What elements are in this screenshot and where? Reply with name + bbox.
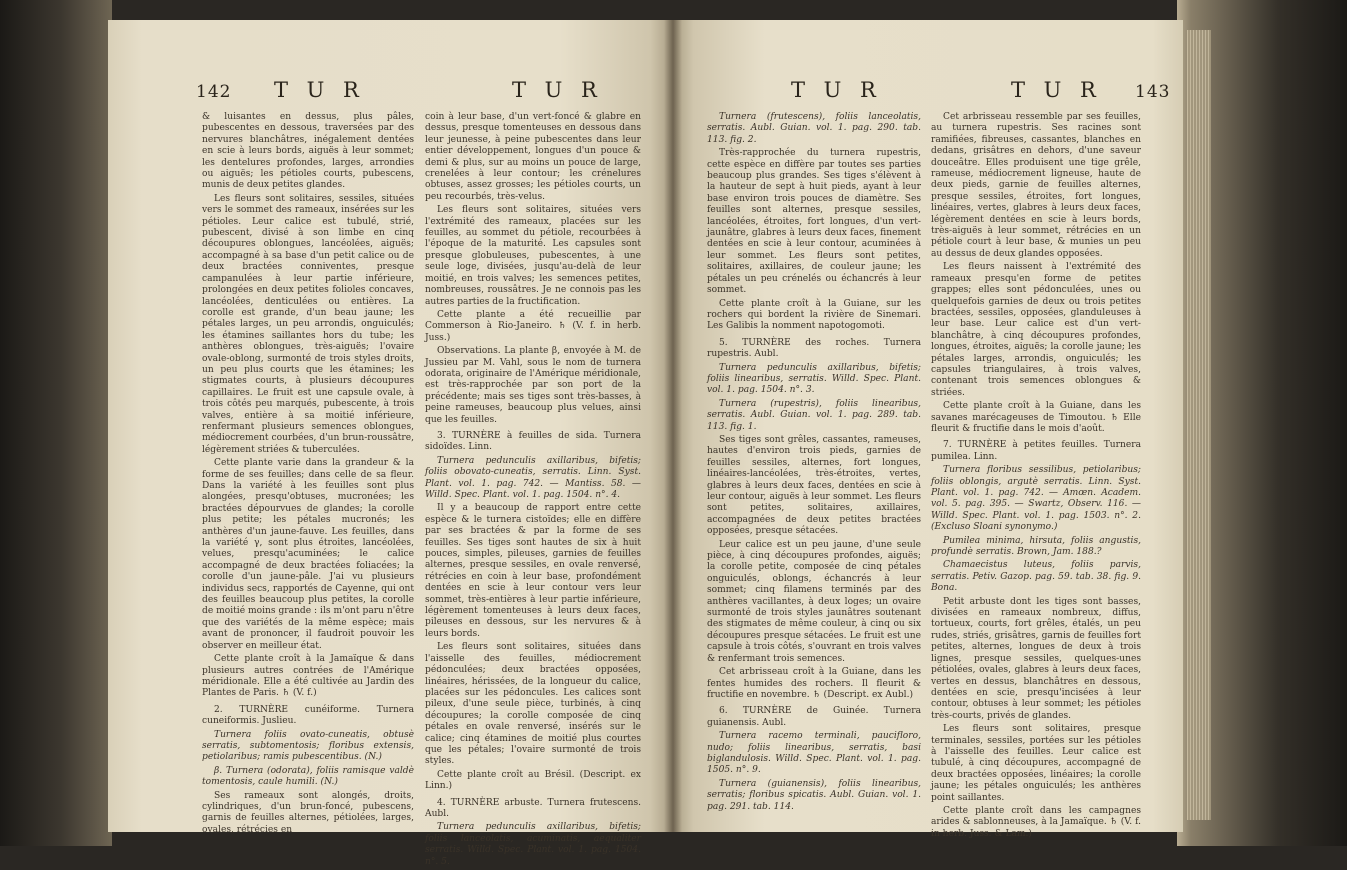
latin-diagnosis: Turnera (rupestris), foliis linearibus, serratis. Aubl. Guian. vol. 1. pag. 289. tab. 113. fig. 1. bbox=[707, 398, 921, 432]
right-running-head-2: T U R bbox=[1011, 78, 1102, 102]
text-paragraph: Cette plante a été recueillie par Commerson à Rio-Janeiro. ♄ (V. f. in herb. Juss.) bbox=[425, 309, 641, 343]
text-paragraph: Les fleurs sont solitaires, situées dans l'aisselle des feuilles, médiocrement pédonculées; deux bractées opposées, linéaires, hérissées, de la longueur du calice, placées sur les pédoncules. Les calices sont pileux, d'une seule pièce, turbinés, à cinq découpures; la corolle composée de cinq pétales en ovale renversé, insérés sur le calice; cinq étamines de moitié plus courtes que les pétales; l'ovaire surmonté de trois styles. bbox=[425, 642, 641, 767]
left-page-column-1 bbox=[202, 112, 414, 838]
text-paragraph: Cette plante croît à la Guiane, sur les rochers qui bordent la rivière de Sinemari. Les Galibis la nomment napotogomoti. bbox=[707, 298, 921, 332]
book-gutter bbox=[664, 20, 682, 832]
text-paragraph: Leur calice est un peu jaune, d'une seule pièce, à cinq découpures profondes, aiguës; la corolle petite, composée de cinq pétales onguiculés, oblongs, échancrés à leur sommet; cinq filamens terminés par des anthères vacillantes, à deux loges; un ovaire surmonté de trois styles jaunâtres soutenant des stigmates de même couleur, à cinq ou six découpures presque sétacées. Le fruit est une capsule à trois côtés, s'ouvrant en trois valves & renfermant trois semences. bbox=[707, 539, 921, 664]
text-paragraph: Ses rameaux sont alongés, droits, cylindriques, d'un brun-foncé, pubescens, garnis de feuilles alternes, pétiolées, larges, ovales, rétrécies en bbox=[202, 790, 414, 835]
right-page-column-2 bbox=[931, 112, 1141, 842]
latin-diagnosis: Turnera pedunculis axillaribus, bifetis; foliis linearibus, serratis. Willd. Spec. Plant. vol. 1. pag. 1504. n°. 3. bbox=[707, 362, 921, 396]
latin-diagnosis: Turnera floribus sessilibus, petiolaribus; foliis oblongis, argutè serratis. Linn. Syst. Plant. vol. 1. pag. 742. — Amœn. Academ. vol. 5. pag. 395. — Swartz, Observ. 116. — Willd. Spec. Plant. vol. 1. pag. 1503. n°. 2. (Excluso Sloani synonymo.) bbox=[931, 465, 1141, 533]
species-entry-heading: 4. TURNÈRE arbuste. Turnera frutescens. Aubl. bbox=[425, 797, 641, 819]
text-paragraph: coin à leur base, d'un vert-foncé & glabre en dessus, presque tomenteuses en dessous dans leur jeunesse, à peine pubescentes dans leur entier développement, longues d'un pouce & demi & plus, sur au moins un pouce de large, crenelées à leur contour; les crénelures obtuses, assez grosses; les pétioles courts, un peu recourbés, très-velus. bbox=[425, 112, 641, 202]
species-entry-heading: 7. TURNÈRE à petites feuilles. Turnera pumilea. Linn. bbox=[931, 440, 1141, 462]
species-entry-heading: 2. TURNÈRE cunéiforme. Turnera cuneiformis. Juslieu. bbox=[202, 704, 414, 727]
text-paragraph: Petit arbuste dont les tiges sont basses, divisées en rameaux nombreux, diffus, tortueux, courts, fort grêles, étalés, un peu rudes, striés, grisâtres, garnis de feuilles fort petites, alternes, longues de deux à trois lignes, presque sessiles, quelques-unes pétiolées, ovales, glabres à leurs deux faces, vertes en dessus, blanchâtres en dessous, dentées en scie, presqu'incisées à leur contour, obtuses à leur sommet; les pétioles très-courts, privés de glandes. bbox=[931, 596, 1141, 721]
left-running-head: T U R bbox=[274, 78, 365, 102]
latin-diagnosis: Turnera foliis ovato-cuneatis, obtusè serratis, subtomentosis; floribus extensis, petiolaribus; ramis pubescentibus. (N.) bbox=[202, 729, 414, 763]
text-paragraph: Cet arbrisseau ressemble par ses feuilles, au turnera rupestris. Ses racines sont ramifiées, fibreuses, cassantes, blanches en dedans, grisâtres en dehors, d'une saveur douceâtre. Elles produisent une tige grêle, rameuse, médiocrement ligneuse, haute de deux pieds, garnie de feuilles alternes, presque sessiles, étroites, fort longues, linéaires, vertes, glabres à leurs deux faces, légèrement dentées en scie à leurs bords, très-aiguës à leur sommet, rétrécies en un pétiole court à leur base, & munies un peu au dessus de deux glandes opposées. bbox=[931, 112, 1141, 259]
right-page-number: 143 bbox=[1135, 82, 1171, 102]
left-page-number: 142 bbox=[196, 82, 232, 102]
species-entry-heading: 6. TURNÈRE de Guinée. Turnera guianensis. Aubl. bbox=[707, 706, 921, 728]
text-paragraph: Cette plante croît au Brésil. (Descript. ex Linn.) bbox=[425, 769, 641, 792]
left-running-head-2: T U R bbox=[512, 78, 603, 102]
text-paragraph: Il y a beaucoup de rapport entre cette espèce & le turnera cistoïdes; elle en diffère par ses bractées & par la forme de ses feuilles. Ses tiges sont hautes de six à huit pouces, simples, pileuses, garnies de feuilles alternes, presque sessiles, en ovale renversé, rétrécies en coin à leur base, profondément dentées en scie à leur contour vers leur sommet, très-entières à leur partie inférieure, légèrement tomenteuses à leurs deux faces, pileuses en dessous, sur les nervures & à leurs bords. bbox=[425, 503, 641, 639]
right-running-head: T U R bbox=[791, 78, 882, 102]
text-paragraph: Les fleurs naissent à l'extrémité des rameaux presqu'en forme de petites grappes; elles sont pédonculées, unes ou quelquefois garnies de deux ou trois petites bractées, sessiles, opposées, glanduleuses à leur base. Leur calice est d'un vert-blanchâtre, à cinq découpures profondes, longues, étroites, aiguës; la corolle jaune; les pétales larges, arrondis, onguiculés; les capsules triangulaires, à trois valves, contenant trois semences oblongues & striées. bbox=[931, 262, 1141, 398]
text-paragraph: Cet arbrisseau croît à la Guiane, dans les fentes humides des rochers. Il fleurit & fructifie en novembre. ♄ (Descript. ex Aubl.) bbox=[707, 667, 921, 700]
latin-diagnosis: β. Turnera (odorata), foliis ramisque valdè tomentosis, caule humili. (N.) bbox=[202, 765, 414, 788]
right-page bbox=[673, 20, 1183, 839]
text-paragraph: Cette plante varie dans la grandeur & la forme de ses feuilles; dans celle de sa fleur. Dans la variété à les feuilles sont plus alongées, presqu'obtuses, mucronées; les bractées dépourvues de glandes; la corolle plus petite; les pétales mucronés; les anthères d'un jaune-fauve. Les feuilles, dans la variété γ, sont plus étroites, lancéolées, velues, presqu'acuminées; le calice accompagné de deux bractées foliacées; la corolle d'un jaune-pâle. J'ai vu plusieurs individus secs, rapportés de Cayenne, qui ont des feuilles beaucoup plus petites, la corolle de moitié moins grande : ils m'ont paru n'être que des variétés de la même espèce; mais avant de prononcer, il faudroit pouvoir les observer en meilleur état. bbox=[202, 458, 414, 651]
left-page bbox=[108, 20, 673, 867]
latin-diagnosis: Turnera (guianensis), foliis linearibus, serratis; floribus spicatis. Aubl. Guian. vol. 1. pag. 291. tab. 114. bbox=[707, 778, 921, 812]
latin-diagnosis: Turnera racemo terminali, paucifloro, nudo; foliis linearibus, serratis, basi biglandulosis. Willd. Spec. Plant. vol. 1. pag. 1505. n°. 9. bbox=[707, 731, 921, 776]
text-paragraph: Les fleurs sont solitaires, sessiles, situées vers le sommet des rameaux, insérées sur les pétioles. Leur calice est tubulé, strié, pubescent, divisé à son limbe en cinq découpures oblongues, lancéolées, aiguës; accompagné à sa base d'un petit calice ou de deux bractées conniventes, presque campanulées à leur partie inférieure, prolongées en deux petites folioles concaves, lancéolées, denticulées ou entières. La corolle est grande, d'un beau jaune; les pétales larges, un peu arrondis, onguiculés; les étamines saillantes hors du tube; les anthères oblongues, très-aiguës; l'ovaire ovale-oblong, surmonté de trois styles droits, un peu plus courts que les étamines; les stigmates courts, à plusieurs découpures capillaires. Le fruit est une capsule ovale, à trois côtés peu marqués, pubescente, à trois valves, entière à sa moitié inférieure, renfermant plusieurs semences oblongues, médiocrement courbées, d'un brun-roussâtre, légèrement striées & tuberculées. bbox=[202, 193, 414, 455]
latin-diagnosis: Turnera pedunculis axillaribus, bifetis; foliis lanceolatis, acuminatis, aequaliter serratis. Willd. Spec. Plant. vol. 1. pag. 1504. n°. 5. bbox=[425, 822, 641, 867]
right-page-column-1 bbox=[707, 112, 921, 815]
text-paragraph: Ses tiges sont grêles, cassantes, rameuses, hautes d'environ trois pieds, garnies de feuilles sessiles, alternes, fort longues, linéaires-lancéolées, très-étroites, vertes, glabres à leurs deux faces, dentées en scie à leur contour, aiguës à leur sommet. Les fleurs sont petites, solitaires, axillaires, accompagnées de deux petites bractées opposées, presque sétacées. bbox=[707, 434, 921, 537]
latin-diagnosis: Turnera (frutescens), foliis lanceolatis, serratis. Aubl. Guian. vol. 1. pag. 290. tab. 113. fig. 2. bbox=[707, 112, 921, 145]
text-paragraph: Cette plante croît dans les campagnes arides & sablonneuses, à la Jamaïque. ♄ (V. f. in herb. Juss. & Lam.) bbox=[931, 805, 1141, 839]
text-paragraph: Les fleurs sont solitaires, situées vers l'extrémité des rameaux, placées sur les feuilles, au sommet du pétiole, recourbées à l'époque de la maturité. Les capsules sont presque globuleuses, pubescentes, à une seule loge, divisées, jusqu'au-delà de leur moitié, en trois valves; les semences petites, nombreuses, roussâtres. Je ne connois pas les autres parties de la fructification. bbox=[425, 205, 641, 307]
text-paragraph: Très-rapprochée du turnera rupestris, cette espèce en diffère par toutes ses parties beaucoup plus grandes. Ses tiges s'élèvent à la hauteur de sept à huit pieds, ayant à leur base environ trois pouces de diamètre. Ses feuilles sont alternes, presque sessiles, lancéolées, étroites, fort longues, d'un vert-jaunâtre, glabres à leurs deux faces, finement dentées en scie à leur contour, acuminées à leur sommet. Les fleurs sont petites, solitaires, axillaires, de couleur jaune; les pétales un peu crénelés ou échancrés à leur sommet. bbox=[707, 148, 921, 296]
text-paragraph: Observations. La plante β, envoyée à M. de Jussieu par M. Vahl, sous le nom de turnera odorata, originaire de l'Amérique méridionale, est très-rapprochée par son port de la précédente; mais ses tiges sont très-basses, à peine rameuses, beaucoup plus velues, ainsi que les feuilles. bbox=[425, 346, 641, 425]
species-entry-heading: 5. TURNÈRE des roches. Turnera rupestris. Aubl. bbox=[707, 337, 921, 360]
latin-diagnosis: Pumilea minima, hirsuta, foliis angustis, profundè serratis. Brown, Jam. 188.? bbox=[931, 535, 1141, 558]
left-page-column-2 bbox=[425, 112, 641, 870]
latin-diagnosis: Chamaecistus luteus, foliis parvis, serratis. Petiv. Gazop. pag. 59. tab. 38. fig. 9. Bona. bbox=[931, 560, 1141, 594]
text-paragraph: Cette plante croît à la Jamaïque & dans plusieurs autres contrées de l'Amérique méridionale. Elle a été cultivée au Jardin des Plantes de Paris. ♄ (V. f.) bbox=[202, 654, 414, 699]
species-entry-heading: 3. TURNÈRE à feuilles de sida. Turnera sidoïdes. Linn. bbox=[425, 430, 641, 453]
right-book-edge bbox=[1177, 0, 1347, 846]
left-book-edge bbox=[0, 0, 112, 846]
text-paragraph: & luisantes en dessus, plus pâles, pubescentes en dessous, traversées par des nervures blanchâtres, inégalement dentées en scie à leurs bords, aiguës à leur sommet; les dentelures profondes, larges, arrondies ou aiguës; les pétioles courts, pubescens, munis de deux petites glandes. bbox=[202, 112, 414, 191]
latin-diagnosis: Turnera pedunculis axillaribus, bifetis; foliis obovato-cuneatis, serratis. Linn. Syst. Plant. vol. 1. pag. 742. — Mantiss. 58. — Willd. Spec. Plant. vol. 1. pag. 1504. n°. 4. bbox=[425, 455, 641, 500]
text-paragraph: Cette plante croît à la Guiane, dans les savanes marécageuses de Timoutou. ♄ Elle fleurit & fructifie dans le mois d'août. bbox=[931, 401, 1141, 434]
text-paragraph: Les fleurs sont solitaires, presque terminales, sessiles, portées sur les pétioles à l'aisselle des feuilles. Leur calice est tubulé, à cinq découpures, accompagné de deux bractées opposées, linéaires; la corolle jaune; les pétales onguiculés; les anthères point saillantes. bbox=[931, 724, 1141, 803]
